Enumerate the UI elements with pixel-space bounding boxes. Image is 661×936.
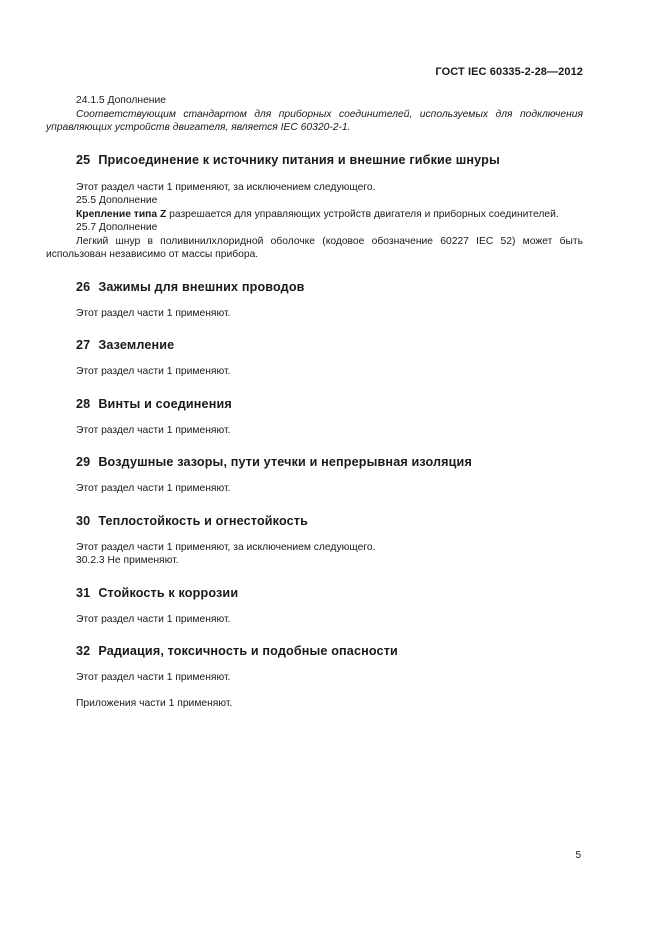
clause-25-5-text [46, 208, 583, 222]
section-27-heading [46, 337, 583, 353]
section-number: 30 [76, 513, 91, 528]
section-number: 28 [76, 396, 91, 411]
section-32-heading [46, 643, 583, 659]
clause-25-7-text: Легкий шнур в поливинилхлоридной оболочке (кодовое обозначение 60227 IEC 52) может быть использован независимо от массы прибора. [46, 235, 583, 260]
section-30-heading [46, 513, 583, 529]
bold-term: Крепление типа Z [76, 208, 167, 220]
section-title: Присоединение к источнику питания и внешние гибкие шнуры [98, 152, 500, 167]
clause-24-1-5-label: 24.1.5 Дополнение [76, 95, 166, 106]
section-26-text: Этот раздел части 1 применяют. [76, 307, 231, 319]
section-title: Заземление [98, 338, 175, 352]
clause-25-5-rest: разрешается для управляющих устройств двигателя и приборных соединителей. [166, 208, 559, 220]
section-31-text: Этот раздел части 1 применяют. [76, 613, 231, 625]
section-number: 26 [76, 279, 91, 294]
clause-30-2-3: 30.2.3 Не применяют. [76, 555, 179, 566]
section-title: Винты и соединения [98, 396, 232, 411]
clause-24-1-5-text: Соответствующим стандартом для приборных соединителей, используемых для подключения управляющих устройств двигателя, является IEC 60320-2-1. [46, 108, 583, 133]
section-number: 29 [76, 455, 91, 469]
section-number: 32 [76, 644, 91, 658]
page-content [46, 94, 583, 710]
section-29-heading [46, 454, 583, 470]
document-code: ГОСТ IEC 60335-2-28—2012 [435, 66, 583, 78]
section-29-text: Этот раздел части 1 применяют. [76, 483, 231, 494]
clause-25-5-label: 25.5 Дополнение [76, 195, 158, 206]
section-27-text: Этот раздел части 1 применяют. [76, 366, 231, 377]
section-title: Радиация, токсичность и подобные опасности [98, 644, 398, 658]
page-number: 5 [575, 850, 581, 861]
section-25-intro: Этот раздел части 1 применяют, за исключением следующего. [76, 181, 376, 193]
section-32-text: Этот раздел части 1 применяют. [76, 672, 231, 683]
section-title: Зажимы для внешних проводов [98, 279, 305, 294]
section-25-heading [46, 152, 583, 168]
section-26-heading [46, 279, 583, 295]
section-title: Воздушные зазоры, пути утечки и непрерывная изоляция [98, 455, 472, 469]
section-title: Стойкость к коррозии [98, 585, 239, 600]
section-28-text: Этот раздел части 1 применяют. [76, 424, 231, 436]
section-31-heading [46, 585, 583, 601]
annexes-note: Приложения части 1 применяют. [76, 697, 233, 709]
section-28-heading [46, 396, 583, 412]
section-number: 25 [76, 152, 91, 167]
section-30-intro: Этот раздел части 1 применяют, за исключением следующего. [76, 541, 376, 553]
section-title: Теплостойкость и огнестойкость [98, 513, 309, 528]
section-number: 31 [76, 585, 91, 600]
clause-25-7-label: 25.7 Дополнение [76, 222, 158, 233]
section-number: 27 [76, 338, 91, 352]
